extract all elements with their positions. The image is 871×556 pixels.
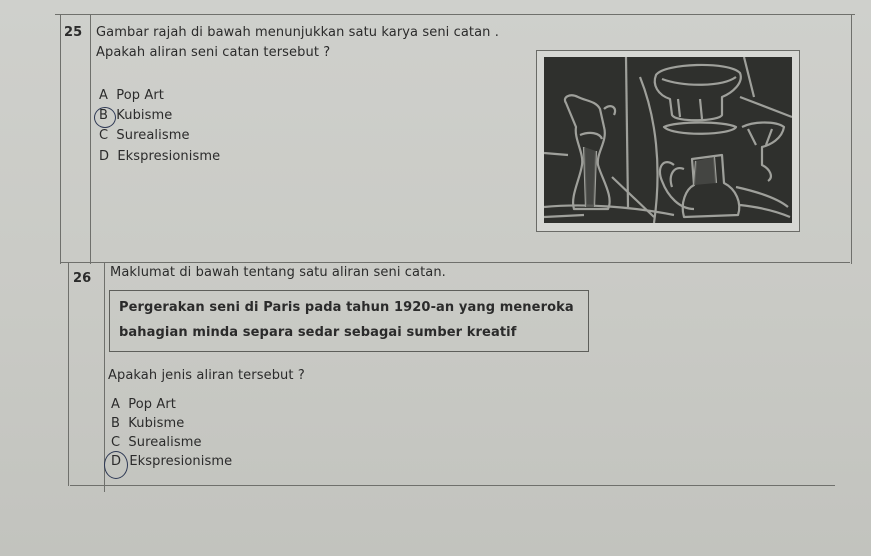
option-letter: A [99, 88, 108, 103]
q25-option-d[interactable] [99, 149, 220, 164]
table-right-line [851, 14, 852, 264]
option-text: Pop Art [116, 88, 164, 103]
question-25-stem-line2: Apakah aliran seni catan tersebut ? [96, 45, 331, 60]
q25-option-c[interactable] [99, 128, 190, 143]
row-divider [60, 262, 850, 263]
info-box-line2: bahagian minda separa sedar sebagai sumber kreatif [119, 325, 517, 340]
option-letter: C [99, 128, 109, 143]
info-box [109, 290, 589, 352]
option-text: Ekspresionisme [117, 149, 221, 164]
number-column-line [90, 14, 91, 264]
option-text: Ekspresionisme [129, 454, 233, 469]
q26-option-a[interactable] [111, 397, 176, 412]
q26-option-b[interactable] [111, 416, 184, 431]
option-text: Kubisme [116, 108, 173, 123]
question-25-stem-line1: Gambar rajah di bawah menunjukkan satu karya seni catan . [96, 25, 499, 40]
option-text: Surealisme [128, 435, 202, 450]
option-text: Kubisme [128, 416, 185, 431]
option-letter: B [111, 416, 121, 431]
option-letter: D [99, 149, 110, 164]
option-text: Surealisme [116, 128, 190, 143]
table-left-line-top [60, 14, 61, 264]
q25-option-a[interactable] [99, 88, 164, 103]
question-number-26: 26 [73, 271, 92, 286]
info-box-line1: Pergerakan seni di Paris pada tahun 1920-an yang meneroka [119, 300, 574, 315]
q26-option-c[interactable] [111, 435, 202, 450]
option-letter: B [99, 108, 109, 123]
option-text: Pop Art [128, 397, 176, 412]
table-left-line-bottom [68, 262, 69, 486]
option-letter: D [111, 454, 122, 469]
answer-circle-mark [94, 107, 116, 128]
question-26-stem: Maklumat di bawah tentang satu aliran seni catan. [110, 265, 446, 280]
q26-option-d[interactable] [111, 454, 232, 469]
option-letter: C [111, 435, 121, 450]
question-26-text: Apakah jenis aliran tersebut ? [108, 368, 305, 383]
option-letter: A [111, 397, 120, 412]
table-bottom-line [70, 485, 835, 486]
cubist-painting-image [536, 50, 800, 232]
table-top-line [55, 14, 855, 15]
answer-circle-mark [104, 451, 128, 479]
question-number-25: 25 [64, 25, 83, 40]
painting-drawing [544, 57, 792, 223]
